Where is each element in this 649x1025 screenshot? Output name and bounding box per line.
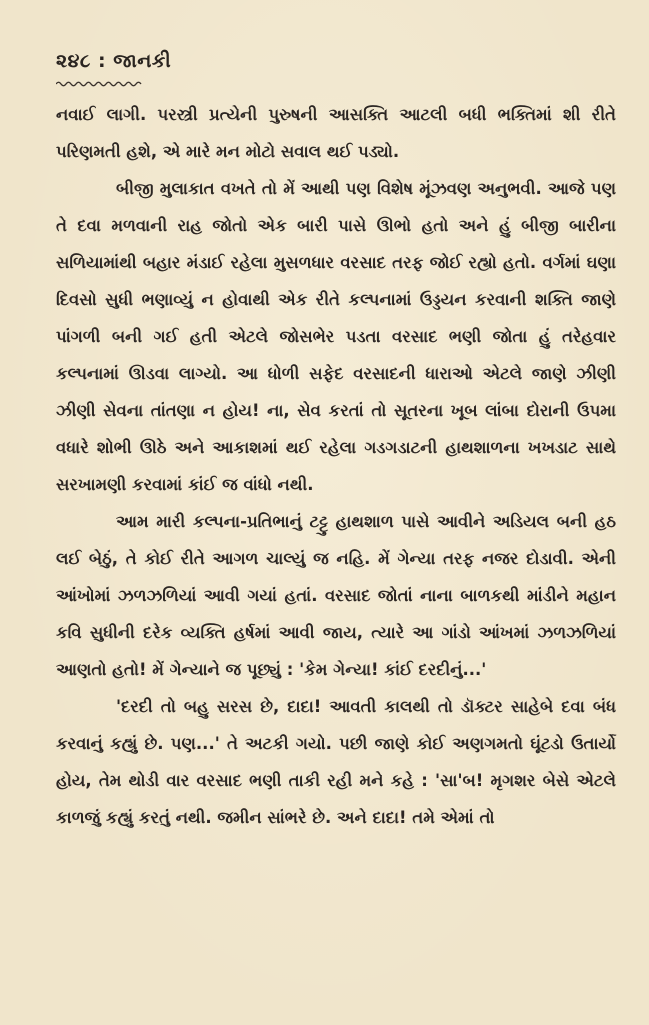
paragraph: 'દરદી તો બહુ સરસ છે, દાદા! આવતી કાલથી તો ડૉક્ટર સાહેબે દવા બંધ કરવાનું કહ્યું છે. પણ...' તે અટકી ગયો. પછી જાણે કોઈ અણગમતો ઘૂંટડો ઉતાર્યો હોય, તેમ થોડી વાર વરસાદ ભણી તાકી રહી મને કહે : 'સા'બ! મૃગશર બેસે એટલે કાળજું કહ્યું કરતું નથી. જમીન સાંભરે છે. અને દાદા! તમે એમાં તો (56, 697, 616, 827)
decorative-wavy-rule (56, 80, 142, 88)
paragraph: બીજી મુલાકાત વખતે તો મેં આથી પણ વિશેષ મૂંઝવણ અનુભવી. આજે પણ તે દવા મળવાની રાહ જોતો એક બારી પાસે ઊભો હતો અને હું બીજી બારીના સળિયામાંથી બહાર મંડાઈ રહેલા મુસળધાર વરસાદ તરફ જોઈ રહ્યો હતો. વર્ગમાં ઘણા દિવસો સુધી ભણાવ્યું ન હોવાથી એક રીતે કલ્પનામાં ઉડ્ડયન કરવાની શક્તિ જાણે પાંગળી બની ગઈ હતી એટલે જોસભેર પડતા વરસાદ ભણી જોતા હું તરેહવાર કલ્પનામાં ઊડવા લાગ્યો. આ ધોળી સફેદ વરસાદની ધારાઓ એટલે જાણે ઝીણી ઝીણી સેવના તાંતણા ન હોય! ના, સેવ કરતાં તો સૂતરના ખૂબ લાંબા દોરાની ઉપમા વધારે શોભી ઊઠે અને આકાશમાં થઈ રહેલા ગડગડાટની હાથશાળના ખખડાટ સાથે સરખામણી કરવામાં કાંઈ જ વાંધો નથી. (56, 179, 616, 494)
paragraph: આમ મારી કલ્પના-પ્રતિભાનું ટટ્ટુ હાથશાળ પાસે આવીને અડિયલ બની હઠ લઈ બેઠું, તે કોઈ રીતે આગળ ચાલ્યું જ નહિ. મેં ગેન્યા તરફ નજર દોડાવી. એની આંખોમાં ઝળઝળિયાં આવી ગયાં હતાં. વરસાદ જોતાં નાના બાળકથી માંડીને મહાન કવિ સુધીની દરેક વ્યક્તિ હર્ષમાં આવી જાય, ત્યારે આ ગાંડો આંખમાં ઝળઝળિયાં આણતો હતો! મેં ગેન્યાને જ પૂછ્યું : 'કેમ ગેન્યા! કાંઈ દરદીનું...' (56, 512, 616, 679)
paragraph: નવાઈ લાગી. પરસ્ત્રી પ્રત્યેની પુરુષની આસક્તિ આટલી બધી ભક્તિમાં શી રીતે પરિણમતી હશે, એ મારે મન મોટો સવાલ થઈ પડ્યો. (56, 105, 616, 161)
body-text (56, 96, 616, 836)
running-head: ૨૪૮ : જાનકી (56, 50, 172, 72)
